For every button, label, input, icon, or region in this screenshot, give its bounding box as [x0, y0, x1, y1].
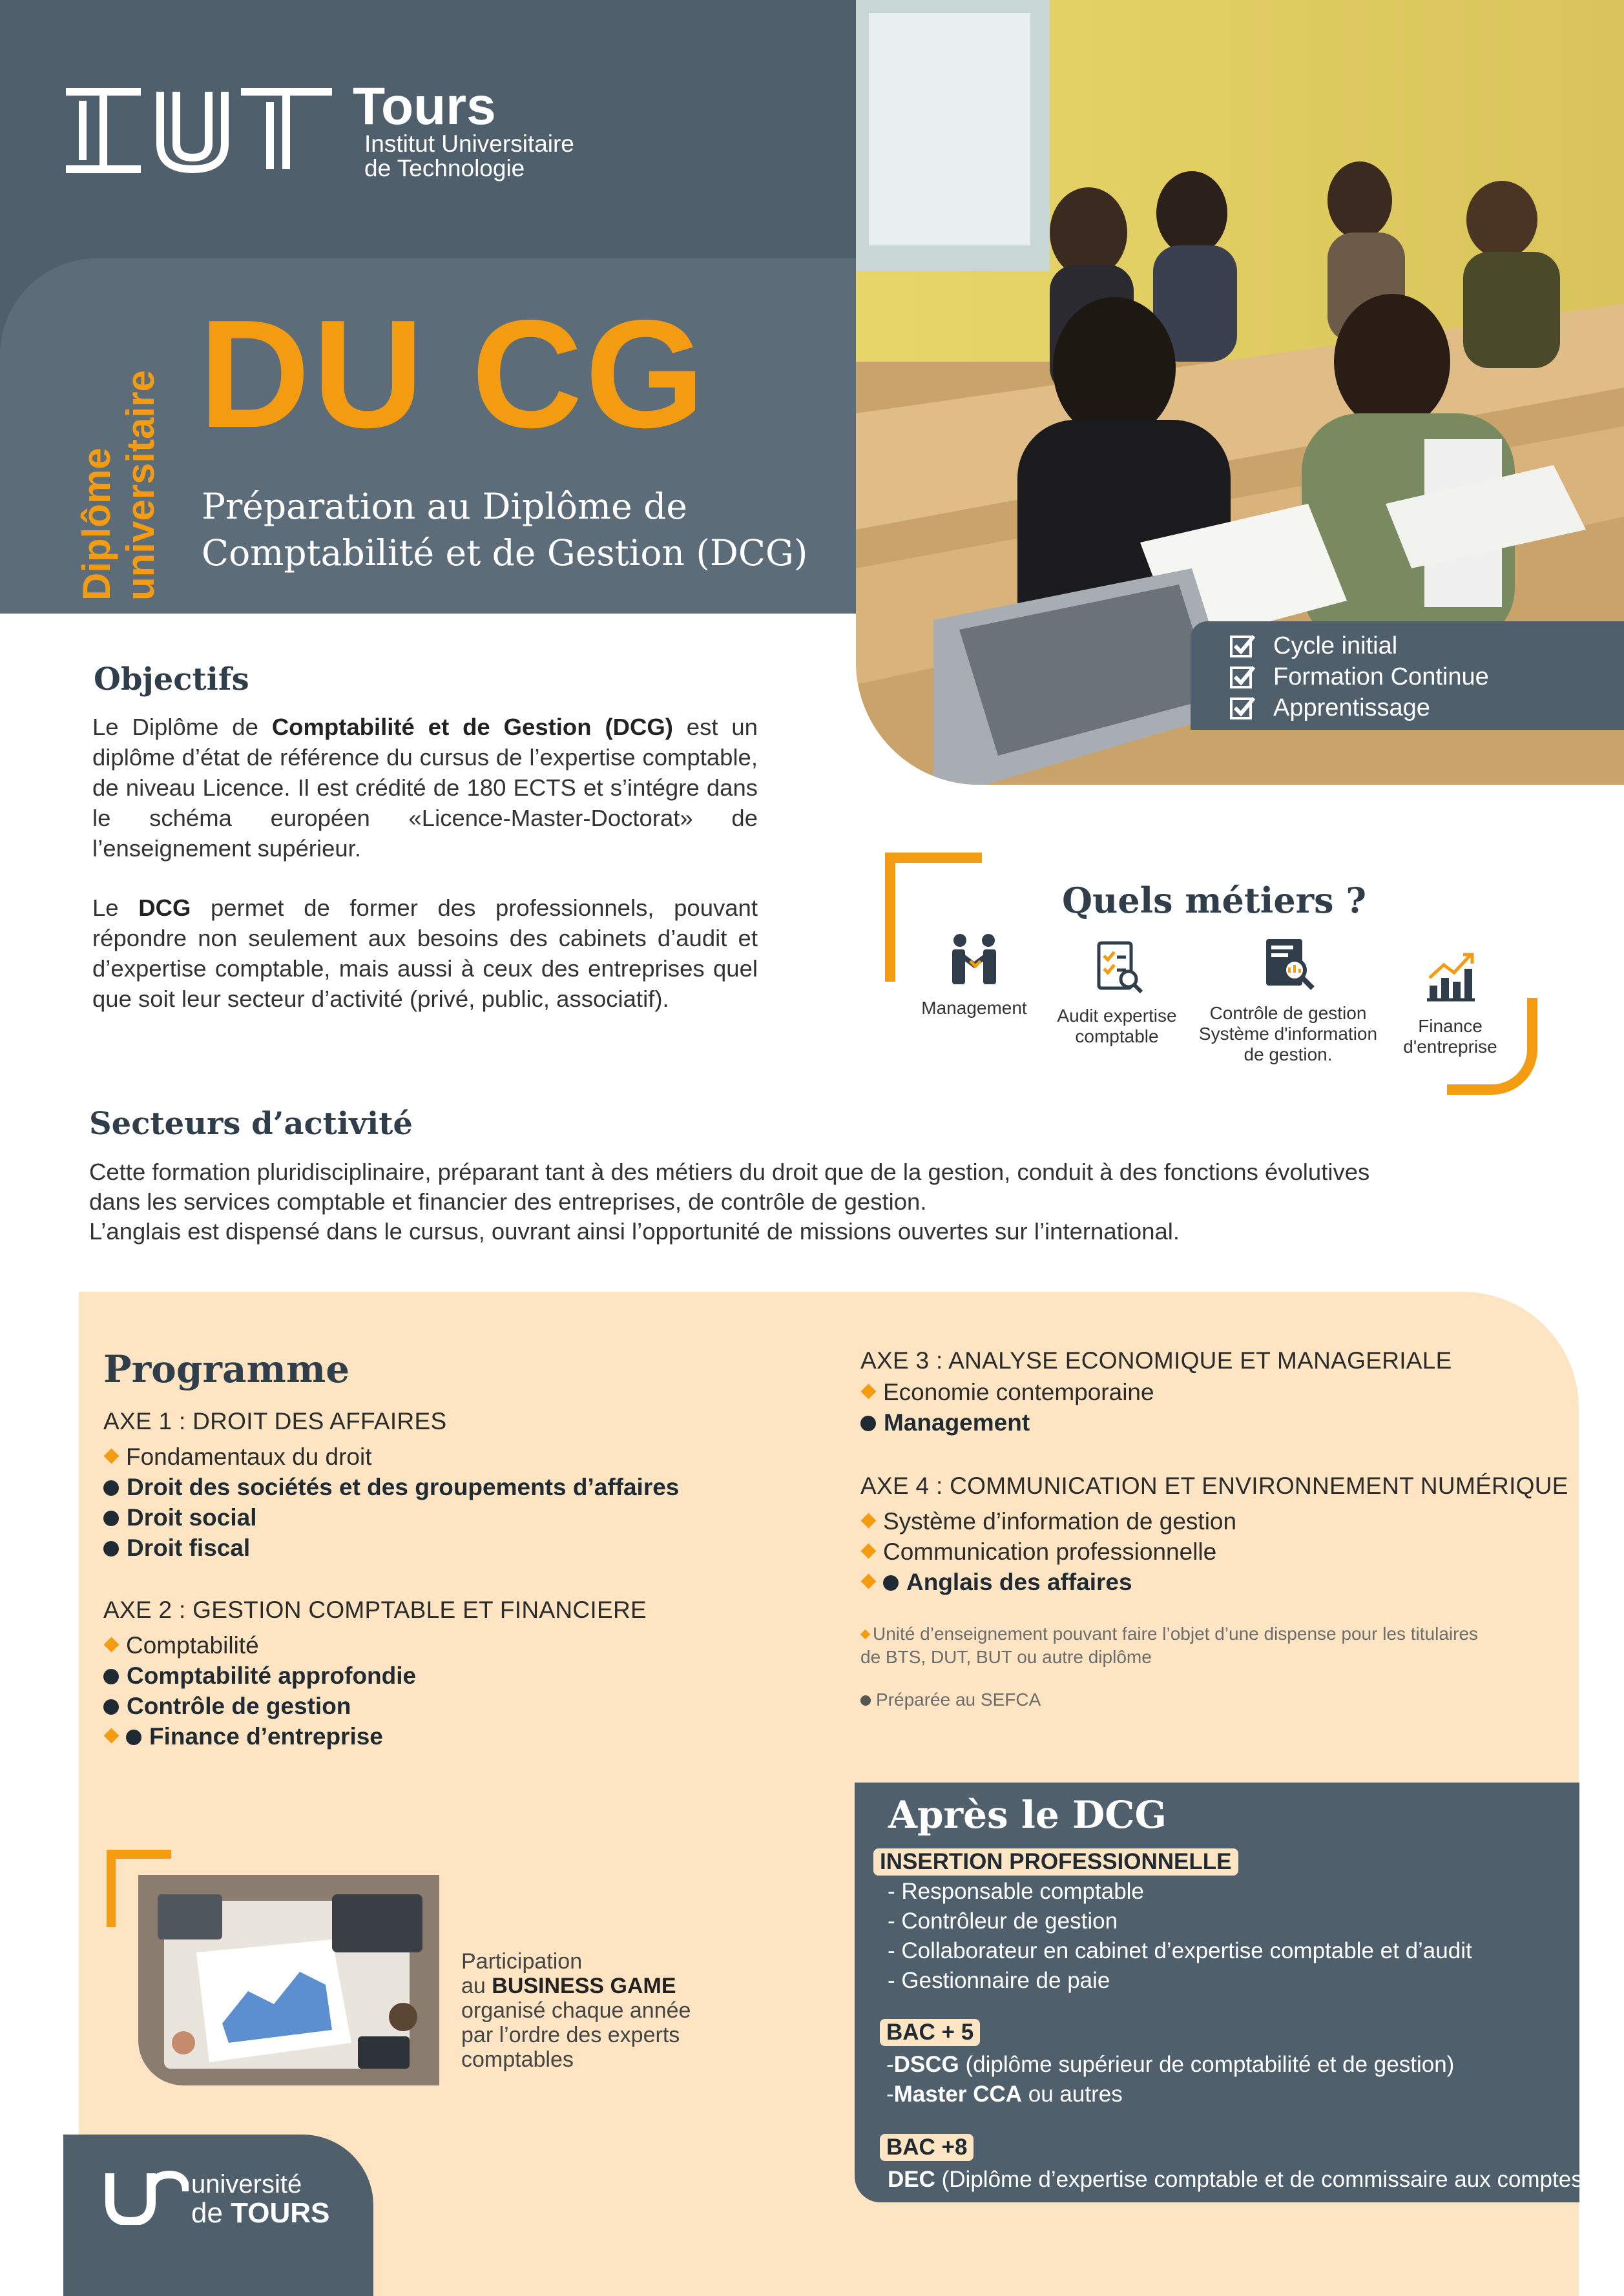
- list-item: Comptabilité: [103, 1630, 416, 1660]
- objectifs-paragraph-2: Le DCG permet de former des professionnels, pouvant répondre non seulement aux besoins des cabinets d’audit et d’expertise comptable, mais aussi à ceux des entreprises quel que soit leur secteur d’activité (privé, public, associatif).: [92, 895, 758, 1012]
- list-item: - Gestionnaire de paie: [888, 1968, 1110, 1993]
- job-label-line-1: Audit expertise: [1057, 1006, 1177, 1026]
- dot-bullet-icon: [860, 1416, 876, 1431]
- format-item: [1229, 661, 1489, 692]
- tag-insertion-professionnelle: INSERTION PROFESSIONNELLE: [873, 1848, 1238, 1876]
- list-item: Comptabilité approfondie: [103, 1660, 416, 1691]
- diamond-bullet-icon: [860, 1513, 876, 1528]
- growth-chart-icon: [1423, 949, 1477, 1004]
- page-title: DU CG: [199, 289, 707, 460]
- job-label-line-1: Finance: [1418, 1016, 1483, 1036]
- vertical-diploma-label: [76, 304, 173, 601]
- job-label-line-2: Système d'information: [1198, 1024, 1378, 1044]
- vertical-label-line-2: universitaire: [119, 370, 162, 601]
- business-game-photo: [138, 1875, 439, 2085]
- study-formats-box: [1191, 621, 1624, 730]
- diamond-bullet-icon: [103, 1728, 119, 1743]
- list-item: Economie contemporaine: [860, 1377, 1154, 1407]
- format-label: Apprentissage: [1273, 694, 1430, 721]
- dot-bullet-icon: [103, 1669, 119, 1684]
- logo-subtitle-line-1: Institut Universitaire: [364, 130, 574, 157]
- list-item: Contrôle de gestion: [103, 1691, 416, 1721]
- job-label-line-3: de gestion.: [1244, 1044, 1333, 1064]
- tag-bac-5: BAC + 5: [880, 2019, 980, 2046]
- logo-tours-text: Tours: [353, 77, 496, 136]
- list-item: Communication professionnelle: [860, 1536, 1236, 1567]
- axe-4-title: AXE 4 : COMMUNICATION ET ENVIRONNEMENT NUMÉRIQUE: [860, 1473, 1568, 1499]
- axe-2-title: AXE 2 : GESTION COMPTABLE ET FINANCIERE: [103, 1597, 647, 1623]
- insertion-list: [888, 1877, 1472, 1996]
- logo-subtitle-line-2: de Technologie: [364, 155, 525, 181]
- checkbox-checked-icon: [1229, 633, 1255, 659]
- list-item: Droit fiscal: [103, 1533, 679, 1563]
- diamond-bullet-icon: [860, 1629, 871, 1640]
- de-tours-label: de TOURS: [191, 2197, 330, 2229]
- dot-bullet-icon: [103, 1541, 119, 1557]
- list-item: Système d’information de gestion: [860, 1506, 1236, 1536]
- axe-3-title: AXE 3 : ANALYSE ECONOMIQUE ET MANAGERIALE: [860, 1347, 1452, 1374]
- dot-bullet-icon: [860, 1695, 871, 1706]
- bac8-text: DEC (Diplôme d’expertise comptable et de commissaire aux comptes): [888, 2167, 1590, 2192]
- format-item: [1229, 692, 1430, 723]
- list-item: Fondamentaux du droit: [103, 1442, 679, 1472]
- axe-3-list: [860, 1377, 1154, 1438]
- job-audit: [1049, 939, 1185, 1047]
- checkbox-checked-icon: [1229, 695, 1255, 721]
- list-item: Management: [860, 1407, 1154, 1438]
- job-label-line-2: comptable: [1075, 1026, 1159, 1046]
- diamond-bullet-icon: [103, 1637, 119, 1652]
- secteurs-paragraph: Cette formation pluridisciplinaire, préparant tant à des métiers du droit que de la gestion, conduit à des fonctions évolutives dans les services comptable et financier des entreprises, de contrôle de gestion. L’anglais est dispensé dans le cursus, ouvrant ainsi l’opportunité de missions ouvertes sur l’international.: [89, 1159, 1370, 1245]
- vertical-label-line-1: Diplôme: [75, 448, 118, 601]
- metiers-heading: Quels métiers ?: [1062, 880, 1366, 921]
- axe-1-list: [103, 1442, 679, 1563]
- list-item: - Contrôleur de gestion: [888, 1908, 1118, 1934]
- diamond-bullet-icon: [103, 1448, 119, 1463]
- axe-2-list: [103, 1630, 416, 1752]
- apres-dcg-heading: Après le DCG: [888, 1793, 1167, 1837]
- dot-bullet-icon: [103, 1511, 119, 1526]
- bac5-list: [886, 2050, 1454, 2109]
- axe-4-list: [860, 1506, 1236, 1597]
- diamond-bullet-icon: [860, 1543, 876, 1558]
- diamond-bullet-icon: [860, 1573, 876, 1589]
- job-controle-gestion: [1194, 936, 1382, 1065]
- list-item: - Collaborateur en cabinet d’expertise comptable et d’audit: [888, 1938, 1472, 1963]
- job-finance: [1389, 949, 1512, 1057]
- document-search-icon: [1261, 936, 1315, 991]
- checkbox-checked-icon: [1229, 664, 1255, 690]
- secteurs-heading: Secteurs d’activité: [89, 1106, 413, 1142]
- subtitle-line-1: Préparation au Diplôme de: [202, 486, 687, 527]
- objectifs-paragraph-1: Le Diplôme de Comptabilité et de Gestion (DCG) est un diplôme d’état de référence du cursus de l’expertise comptable, de niveau Licence. Il est crédité de 180 ECTS et s’intégre dans le schéma européen «Licence-Master-Doctorat» de l’enseignement supérieur.: [92, 714, 758, 862]
- job-label-line-2: d'entreprise: [1403, 1037, 1497, 1057]
- dot-bullet-icon: [126, 1730, 141, 1745]
- list-item: Anglais des affaires: [860, 1567, 1236, 1597]
- format-item: [1229, 630, 1397, 661]
- business-game-text: Participation au BUSINESS GAME organisé chaque année par l’ordre des experts comptables: [461, 1949, 691, 2072]
- tag-bac-8: BAC +8: [880, 2134, 973, 2161]
- axe-1-title: AXE 1 : DROIT DES AFFAIRES: [103, 1408, 447, 1434]
- dispense-note: Unité d’enseignement pouvant faire l’objet d’une dispense pour les titulaires de BTS, DUT, BUT ou autre diplôme: [860, 1624, 1479, 1667]
- job-management: [916, 931, 1032, 1019]
- list-item: Finance d’entreprise: [103, 1721, 416, 1752]
- programme-heading: Programme: [103, 1347, 350, 1391]
- sefca-note: Préparée au SEFCA: [860, 1690, 1041, 1710]
- dot-bullet-icon: [883, 1575, 899, 1591]
- diamond-bullet-icon: [860, 1383, 876, 1399]
- dot-bullet-icon: [103, 1699, 119, 1715]
- format-label: Cycle initial: [1273, 632, 1398, 659]
- handshake-icon: [947, 931, 1001, 986]
- job-label-line-1: Contrôle de gestion: [1209, 1003, 1367, 1023]
- format-label: Formation Continue: [1273, 663, 1489, 690]
- list-item: -DSCG (diplôme supérieur de comptabilité et de gestion): [886, 2052, 1455, 2077]
- list-item: Droit social: [103, 1502, 679, 1533]
- objectifs-heading: Objectifs: [94, 661, 249, 698]
- job-label: Management: [921, 998, 1027, 1018]
- universite-label: université: [191, 2170, 302, 2198]
- list-item: Droit des sociétés et des groupements d’affaires: [103, 1472, 679, 1502]
- dot-bullet-icon: [103, 1480, 119, 1496]
- audit-checklist-icon: [1090, 939, 1144, 993]
- iut-logo-icon: [63, 85, 335, 176]
- list-item: -Master CCA ou autres: [886, 2082, 1123, 2107]
- universite-tours-logo-icon: [105, 2167, 189, 2225]
- list-item: - Responsable comptable: [888, 1879, 1144, 1904]
- subtitle-line-2: Comptabilité et de Gestion (DCG): [202, 532, 808, 574]
